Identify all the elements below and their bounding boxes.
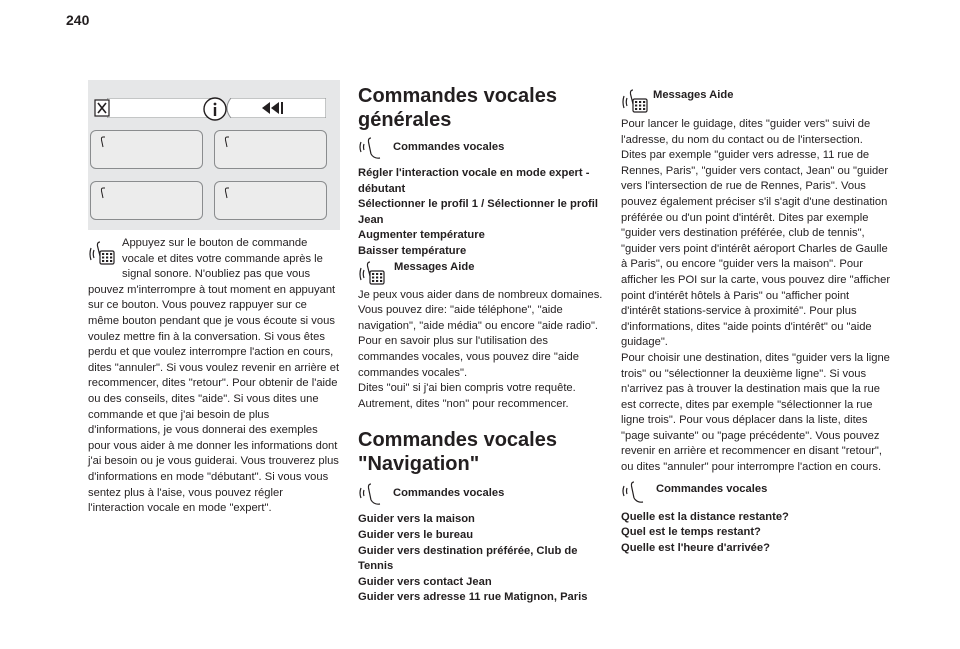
commands-label-row	[358, 134, 610, 160]
touch-hand-icon	[223, 136, 237, 148]
commands-label-row	[621, 478, 891, 504]
command-item: Augmenter température	[358, 229, 485, 242]
screen-tile	[90, 181, 203, 220]
commands-label: Commandes vocales	[656, 482, 768, 495]
intro-text: Appuyez sur le bouton de commande vocale et dites votre commande après le signal sonore. N'oubliez pas que vous pouvez m'interrompre à tout moment en appuyant sur ce bouton. Vous pouvez rappuyer sur ce même bouton pendant que je vous écoute si vous voulez mettre fin à la conversation. Si vous êtes perdu et que voulez interrompre l'action en cours, dites "annuler". Si vous voulez revenir en arrière et recommencer, dites "retour". Pour obtenir de l'aide ou des conseils, dites "aide". Si vous dites une commande et que j'ai besoin de plus d'informations, je vous donnerai des exemples pour vous aider à me donner les informations dont j'ai besoin ou je vous guiderai. Vous trouverez plus d'informations en mode "débutant". Si vous vous sentez plus à l'aise, vous pouvez régler l'interaction vocale en mode "expert".	[88, 237, 340, 515]
right-commands-list	[621, 510, 891, 557]
close-box-icon	[94, 99, 110, 122]
command-item: Quelle est l'heure d'arrivée?	[621, 541, 770, 554]
section-title-line: générales	[358, 109, 452, 131]
section-title-navigation	[358, 428, 610, 476]
section-title-line: Commandes vocales	[358, 85, 557, 107]
command-item: Sélectionner le profil 1 / Sélectionner le profil Jean	[358, 198, 598, 226]
voice-command-button-icon	[621, 86, 651, 116]
general-commands-list	[358, 166, 610, 260]
page-number: 240	[66, 12, 90, 28]
rewind-icon	[260, 100, 286, 121]
help-text: Pour lancer le guidage, dites "guider vers" suivi de l'adresse, du nom du contact ou de l'intersection. Dites par exemple "guider vers adresse, 11 rue de Rennes, Paris", "guider vers contact, Jean" ou "guider vers l'intersection de rue de Rennes, Paris". Vous pouvez également préciser s'il s'agit d'une destination préférée ou d'un point d'intérêt. Dites par exemple "guider vers destination préférée, club de tennis", "guider vers point d'intérêt aéroport Charles de Gaulle à Paris", ou encore "guider vers la maison". Pour afficher les POI sur la carte, vous pouvez dire "afficher point d'intérêt hôtels à Paris" ou "afficher point d'intérêt stations-service à proximité". Pour plus d'informations, dites "aide points d'intérêt" ou "aide guidage". Pour choisir une destination, dites "guider vers la ligne trois" ou "sélectionner la deuxième ligne". Si vous n'arrivez pas à trouver la destination mais que la rue est correcte, dites par exemple "sélectionner la rue ligne trois". Pour vous déplacer dans la liste, dites "page suivante" ou "page précédente". Vous pouvez revenir en arrière et recommencer en disant "retour", ou dites "annuler" pour interrompre l'action en cours.	[621, 118, 891, 474]
info-icon	[202, 96, 228, 127]
middle-column	[358, 84, 610, 606]
section-title-line: Commandes vocales	[358, 429, 557, 452]
voice-command-button-icon	[358, 258, 388, 288]
touch-hand-icon	[223, 187, 237, 199]
screen-illustration	[88, 80, 340, 230]
touch-hand-icon	[99, 187, 113, 199]
left-column	[88, 236, 340, 517]
touch-hand-icon	[621, 478, 651, 504]
help-label-row	[621, 86, 891, 116]
command-item: Régler l'interaction vocale en mode expert - débutant	[358, 167, 590, 195]
command-item: Guider vers la maison	[358, 513, 475, 526]
commands-label: Commandes vocales	[393, 487, 505, 500]
screen-tile	[214, 181, 327, 220]
command-item: Quelle est la distance restante?	[621, 510, 789, 523]
right-column	[621, 86, 891, 556]
voice-command-button-icon	[88, 238, 118, 268]
command-item: Guider vers adresse 11 rue Matignon, Paris	[358, 591, 588, 604]
touch-hand-icon	[358, 480, 388, 506]
command-item: Quel est le temps restant?	[621, 526, 761, 539]
commands-label-row	[358, 480, 610, 506]
help-label: Messages Aide	[394, 260, 475, 273]
screen-tile	[90, 130, 203, 169]
touch-hand-icon	[99, 136, 113, 148]
section-title-general	[358, 84, 610, 132]
navigation-commands-list	[358, 512, 610, 606]
section-title-line: "Navigation"	[358, 453, 480, 476]
help-label-row	[358, 258, 610, 288]
command-item: Guider vers le bureau	[358, 528, 474, 541]
command-item: Guider vers contact Jean	[358, 575, 492, 588]
command-item: Baisser température	[358, 244, 467, 257]
help-text: Je peux vous aider dans de nombreux domaines. Vous pouvez dire: "aide téléphone", "aide navigation", "aide média" ou encore "aide radio". Pour en savoir plus sur l'utilisation des commandes vocales, vous pouvez dire "aide commandes vocales". Dites "oui" si j'ai bien compris votre requête. Autrement, dites "non" pour recommencer.	[358, 288, 603, 410]
touch-hand-icon	[358, 134, 388, 160]
command-item: Guider vers destination préférée, Club de Tennis	[358, 544, 578, 573]
help-label: Messages Aide	[653, 89, 734, 101]
commands-label: Commandes vocales	[393, 141, 505, 153]
screen-tile	[214, 130, 327, 169]
